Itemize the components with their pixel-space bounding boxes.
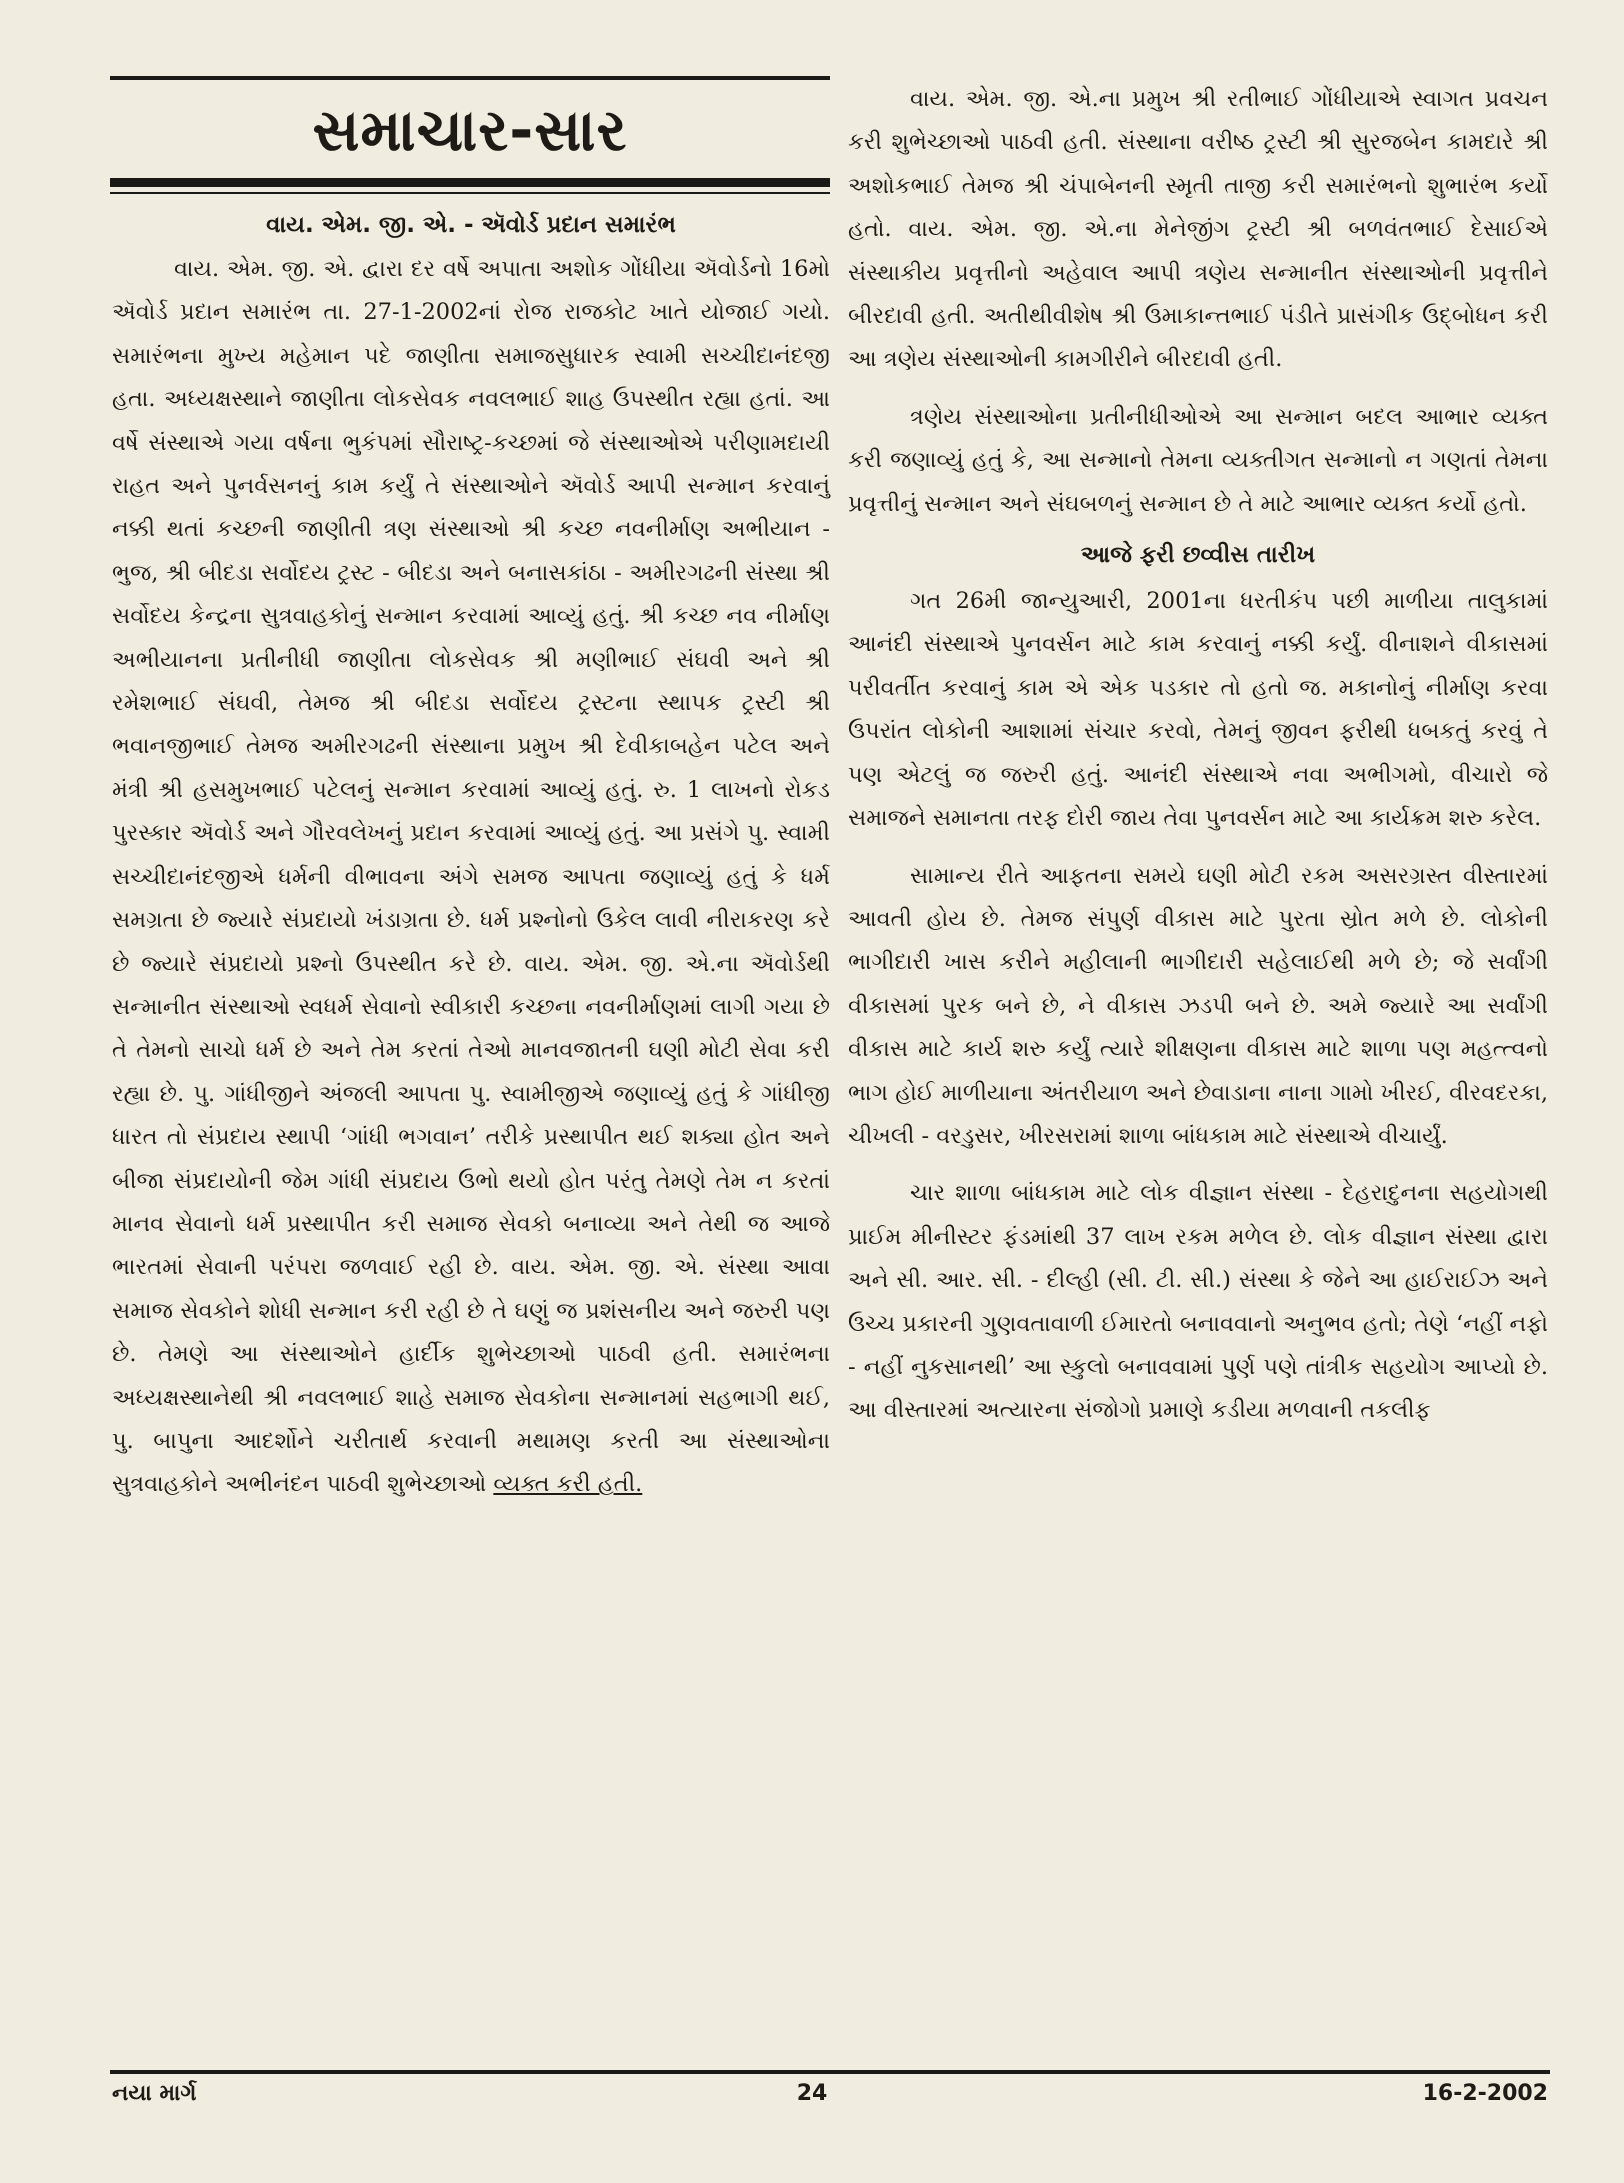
article-heading-anandi: આજે ફરી છવ્વીસ તારીખ [1080,542,1316,569]
article-paragraph: વાય. એમ. જી. એ.ના પ્રમુખ શ્રી રતીભાઈ ગોંધીયાએ સ્વાગત પ્રવચન કરી શુભેચ્છાઓ પાઠવી હતી. સંસ્થાના વરીષ્ઠ ટ્રસ્ટી શ્રી સુરજબેન કામદારે શ્રી અશોકભાઈ તેમજ શ્રી ચંપાબેનની સ્મૃતી તાજી કરી સમારંભનો શુભારંભ કર્યો હતો. વાય. એમ. જી. એ.ના મેનેજીંગ ટ્રસ્ટી શ્રી બળવંતભાઈ દેસાઈએ સંસ્થાકીય પ્રવૃત્તીનો અહેવાલ આપી ત્રણેય સન્માનીત સંસ્થાઓની પ્રવૃત્તીને બીરદાવી હતી. અતીથીવીશેષ શ્રી ઉમાકાન્તભાઈ પંડીતે પ્રાસંગીક ઉદ્બોધન કરી આ ત્રણેય સંસ્થાઓની કામગીરીને બીરદાવી હતી. [848,86,1548,373]
publication-name: નયા માર્ગ [112,2081,197,2106]
paragraph-end: વ્યક્ત કરી હતી. [493,1471,643,1498]
masthead-rule-thick [110,178,830,187]
article-paragraph: ચાર શાળા બાંધકામ માટે લોક વીજ્ઞાન સંસ્થા - દેહરાદુનના સહયોગથી પ્રાઈમ મીનીસ્ટર ફંડમાંથી 37 લાખ રકમ મળેલ છે. લોક વીજ્ઞાન સંસ્થા દ્વારા અને સી. આર. સી. - દીલ્હી (સી. ટી. સી.) સંસ્થા કે જેને આ હાઈરાઈઝ અને ઉચ્ચ પ્રકારની ગુણવતાવાળી ઈમારતો બનાવવાનો અનુભવ હતો; તેણે ‘નહીં નફો - નહીં નુકસાનથી’ આ સ્કુલો બનાવવામાં પુર્ણ પણે તાંત્રીક સહયોગ આપ્યો છે. આ વીસ્તારમાં અત્યારના સંજોગો પ્રમાણે કડીયા મળવાની તકલીફ [848,1180,1548,1424]
article-paragraph: ત્રણેય સંસ્થાઓના પ્રતીનીધીઓએ આ સન્માન બદલ આભાર વ્યક્ત કરી જણાવ્યું હતું કે, આ સન્માનો તેમના વ્યક્તીગત સન્માનો ન ગણતાં તેમના પ્રવૃત્તીનું સન્માન અને સંઘબળનું સન્માન છે તે માટે આભાર વ્યક્ત કર્યો હતો. [848,403,1548,517]
masthead-rule-thin [110,192,830,194]
footer-rule [110,2070,1550,2074]
article-paragraph [112,248,830,1507]
article-paragraph: ગત 26મી જાન્યુઆરી, 2001ના ધરતીકંપ પછી માળીયા તાલુકામાં આનંદી સંસ્થાએ પુનવર્સન માટે કામ કરવાનું નક્કી કર્યું. વીનાશને વીકાસમાં પરીવર્તીત કરવાનું કામ એ એક પડકાર તો હતો જ. મકાનોનું નીર્માણ કરવા ઉપરાંત લોકોની આશામાં સંચાર કરવો, તેમનું જીવન ફરીથી ધબકતું કરવું તે પણ એટલું જ જરુરી હતું. આનંદી સંસ્થાએ નવા અભીગમો, વીચારો જે સમાજને સમાનતા તરફ દોરી જાય તેવા પુનવર્સન માટે આ કાર્યક્રમ શરુ કરેલ. [848,588,1548,832]
paragraph-text: વાય. એમ. જી. એ. દ્વારા દર વર્ષે અપાતા અશોક ગોંધીયા ઍવોર્ડનો 16મો ઍવોર્ડ પ્રદાન સમારંભ તા. 27-1-2002નાં રોજ રાજકોટ ખાતે યોજાઈ ગયો. સમારંભના મુખ્ય મહેમાન પદે જાણીતા સમાજસુધારક સ્વામી સચ્ચીદાનંદજી હતા. અધ્યક્ષસ્થાને જાણીતા લોકસેવક નવલભાઈ શાહ ઉપસ્થીત રહ્યા હતાં. આ વર્ષે સંસ્થાએ ગયા વર્ષના ભુકંપમાં સૌરાષ્ટ્ર-કચ્છમાં જે સંસ્થાઓએ પરીણામદાયી રાહત અને પુનર્વસનનું કામ કર્યું તે સંસ્થાઓને ઍવોર્ડ આપી સન્માન કરવાનું નક્કી થતાં કચ્છની જાણીતી ત્રણ સંસ્થાઓ શ્રી કચ્છ નવનીર્માણ અભીયાન - ભુજ, શ્રી બીદડા સર્વોદય ટ્રસ્ટ - બીદડા અને બનાસકાંઠા - અમીરગઢની સંસ્થા શ્રી સર્વોદય કેન્દ્રના સુત્રવાહકોનું સન્માન કરવામાં આવ્યું હતું. શ્રી કચ્છ નવ નીર્માણ અભીયાનના પ્રતીનીધી જાણીતા લોકસેવક શ્રી મણીભાઈ સંઘવી અને શ્રી રમેશભાઈ સંઘવી, તેમજ શ્રી બીદડા સર્વોદય ટ્રસ્ટના સ્થાપક ટ્રસ્ટી શ્રી ભવાનજીભાઈ તેમજ અમીરગઢની સંસ્થાના પ્રમુખ શ્રી દેવીકાબહેન પટેલ અને મંત્રી શ્રી હસમુખભાઈ પટેલનું સન્માન કરવામાં આવ્યું હતું. રુ. 1 લાખનો રોકડ પુરસ્કાર ઍવોર્ડ અને ગૌરવલેખનું પ્રદાન કરવામાં આવ્યું હતું. આ પ્રસંગે પુ. સ્વામી સચ્ચીદાનંદજીએ ધર્મની વીભાવના અંગે સમજ આપતા જણાવ્યું હતું કે ધર્મ સમગ્રતા છે જ્યારે સંપ્રદાયો ખંડાગ્રતા છે. ધર્મ પ્રશ્નોનો ઉકેલ લાવી નીરાકરણ કરે છે જ્યારે સંપ્રદાયો પ્રશ્નો ઉપસ્થીત કરે છે. વાય. એમ. જી. એ.ના ઍવોર્ડથી સન્માનીત સંસ્થાઓ સ્વધર્મ સેવાનો સ્વીકારી કચ્છના નવનીર્માણમાં લાગી ગયા છે તે તેમનો સાચો ધર્મ છે અને તેમ કરતાં તેઓ માનવજાતની ઘણી મોટી સેવા કરી રહ્યા છે. પુ. ગાંધીજીને અંજલી આપતા પુ. સ્વામીજીએ જણાવ્યું હતું કે ગાંધીજી ધારત તો સંપ્રદાય સ્થાપી ‘ગાંધી ભગવાન’ તરીકે પ્રસ્થાપીત થઈ શક્યા હોત અને બીજા સંપ્રદાયોની જેમ ગાંધી સંપ્રદાય ઉભો થયો હોત પરંતુ તેમણે તેમ ન કરતાં માનવ સેવાનો ધર્મ પ્રસ્થાપીત કરી સમાજ સેવકો બનાવ્યા અને તેથી જ આજે ભારતમાં સેવાની પરંપરા જળવાઈ રહી છે. વાય. એમ. જી. એ. સંસ્થા આવા સમાજ સેવકોને શોધી સન્માન કરી રહી છે તે ઘણું જ પ્રશંસનીય અને જરુરી પણ છે. તેમણે આ સંસ્થાઓને હાર્દીક શુભેચ્છાઓ પાઠવી હતી. સમારંભના અધ્યક્ષસ્થાનેથી શ્રી નવલભાઈ શાહે સમાજ સેવકોના સન્માનમાં સહભાગી થઈ, પુ. બાપુના આદર્શોને ચરીતાર્થ કરવાની મથામણ કરતી આ સંસ્થાઓના સુત્રવાહકોને અભીનંદન પાઠવી શુભેચ્છાઓ [112,256,830,1498]
right-column [848,78,1548,1433]
left-column [112,202,830,1507]
article-paragraph: સામાન્ય રીતે આફતના સમયે ઘણી મોટી રકમ અસરગ્રસ્ત વીસ્તારમાં આવતી હોય છે. તેમજ સંપુર્ણ વીકાસ માટે પુરતા સ્રોત મળે છે. લોકોની ભાગીદારી ખાસ કરીને મહીલાની ભાગીદારી સહેલાઈથી મળે છે; જે સર્વાંગી વીકાસમાં પુરક બને છે, ને વીકાસ ઝડપી બને છે. અમે જ્યારે આ સર્વાંગી વીકાસ માટે કાર્ય શરુ કર્યું ત્યારે શીક્ષણના વીકાસ માટે શાળા પણ મહત્ત્વનો ભાગ હોઈ માળીયાના અંતરીયાળ અને છેવાડાના નાના ગામો ખીરઈ, વીરવદરકા, ચીખલી - વરડુસર, ખીરસરામાં શાળા બાંધકામ માટે સંસ્થાએ વીચાર્યું. [848,862,1548,1149]
section-masthead: સમાચાર-સાર [312,96,628,164]
issue-date: 16-2-2002 [1422,2081,1548,2106]
top-rule [110,76,830,80]
page-number: 24 [796,2081,828,2106]
article-heading-ymga: વાય. એમ. જી. એ. - ઍવોર્ડ પ્રદાન સમારંભ [266,212,676,238]
